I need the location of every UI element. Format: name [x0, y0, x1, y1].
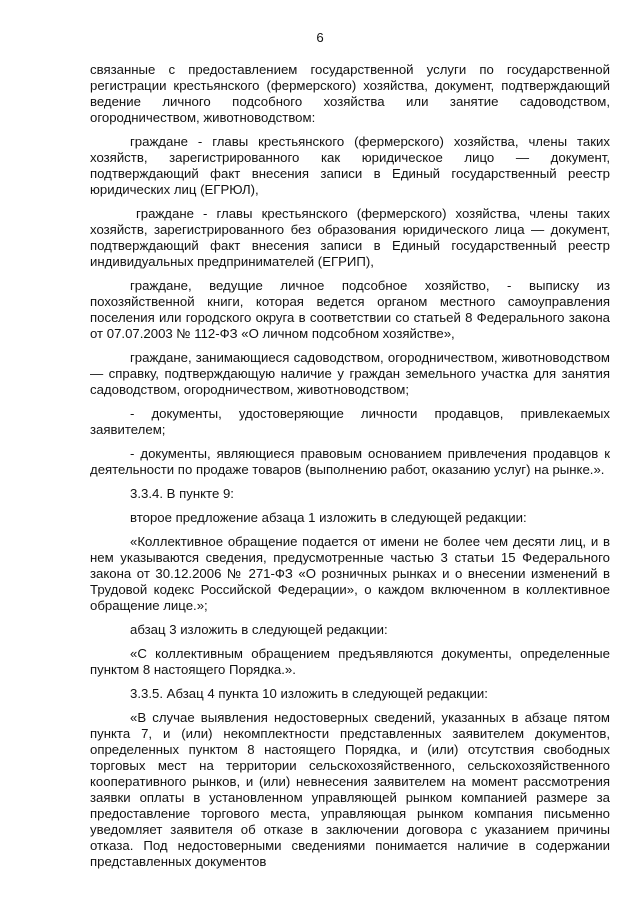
paragraph: граждане, занимающиеся садоводством, огородничеством, животноводством — справку, подтверждающую наличие у граждан земельного участка для занятия садоводством, огородничеством, животноводством; — [90, 350, 610, 397]
paragraph: «С коллективным обращением предъявляются документы, определенные пунктом 8 настоящего Порядка.». — [90, 646, 610, 677]
paragraph: граждане, ведущие личное подсобное хозяйство, - выписку из похозяйственной книги, которая ведется органом местного самоуправления поселения или городского округа в соответствии со статьей 8 Федерального закона от 07.07.2003 № 112-ФЗ «О личном подсобном хозяйстве», — [90, 278, 610, 341]
paragraph: связанные с предоставлением государственной услуги по государственной регистрации крестьянского (фермерского) хозяйства, документ, подтверждающий ведение личного подсобного хозяйства или занятие садоводством, огородничеством, животноводством: — [90, 62, 610, 125]
paragraph: «Коллективное обращение подается от имени не более чем десяти лиц, и в нем указываются сведения, предусмотренные частью 3 статьи 15 Федерального закона от 30.12.2006 № 271-ФЗ «О розничных рынках и о внесении изменений в Трудовой кодекс Российской Федерации», о каждом включенном в коллективное обращение лице.»; — [90, 534, 610, 613]
paragraph: - документы, удостоверяющие личности продавцов, привлекаемых заявителем; — [90, 406, 610, 437]
paragraph: второе предложение абзаца 1 изложить в следующей редакции: — [130, 510, 527, 525]
page-number: 6 — [316, 30, 324, 45]
paragraph: 3.3.5. Абзац 4 пункта 10 изложить в следующей редакции: — [130, 686, 488, 701]
paragraph: - документы, являющиеся правовым основанием привлечения продавцов к деятельности по продаже товаров (выполнению работ, оказанию услуг) на рынке.». — [90, 446, 610, 477]
paragraph: «В случае выявления недостоверных сведений, указанных в абзаце пятом пункта 7, и (или) некомплектности представленных заявителем документов, определенных пунктом 8 настоящего Порядка, и (или) отсутствия свободных торговых мест на территории сельскохозяйственного, сельскохозяйственного кооперативного рынков, и (или) невнесения заявителем на момент рассмотрения заявки оплаты в установленном управляющей рынком компанией размере за предоставление торгового места, управляющая рынком компания письменно уведомляет заявителя об отказе в заключении договора с указанием причины отказа. Под недостоверными сведениями понимается наличие в содержании представленных документов — [90, 710, 610, 869]
paragraph: 3.3.4. В пункте 9: — [130, 486, 234, 501]
paragraph: граждане - главы крестьянского (фермерского) хозяйства, члены таких хозяйств, зарегистрированного как юридическое лицо — документ, подтверждающий факт внесения записи в Единый государственный реестр юридических лиц (ЕГРЮЛ), — [90, 134, 610, 197]
paragraph: абзац 3 изложить в следующей редакции: — [130, 622, 388, 637]
document-body — [90, 62, 610, 878]
paragraph: граждане - главы крестьянского (фермерского) хозяйства, члены таких хозяйств, зарегистрированного без образования юридического лица — документ, подтверждающий факт внесения записи в Единый государственный реестр индивидуальных предпринимателей (ЕГРИП), — [90, 206, 610, 269]
